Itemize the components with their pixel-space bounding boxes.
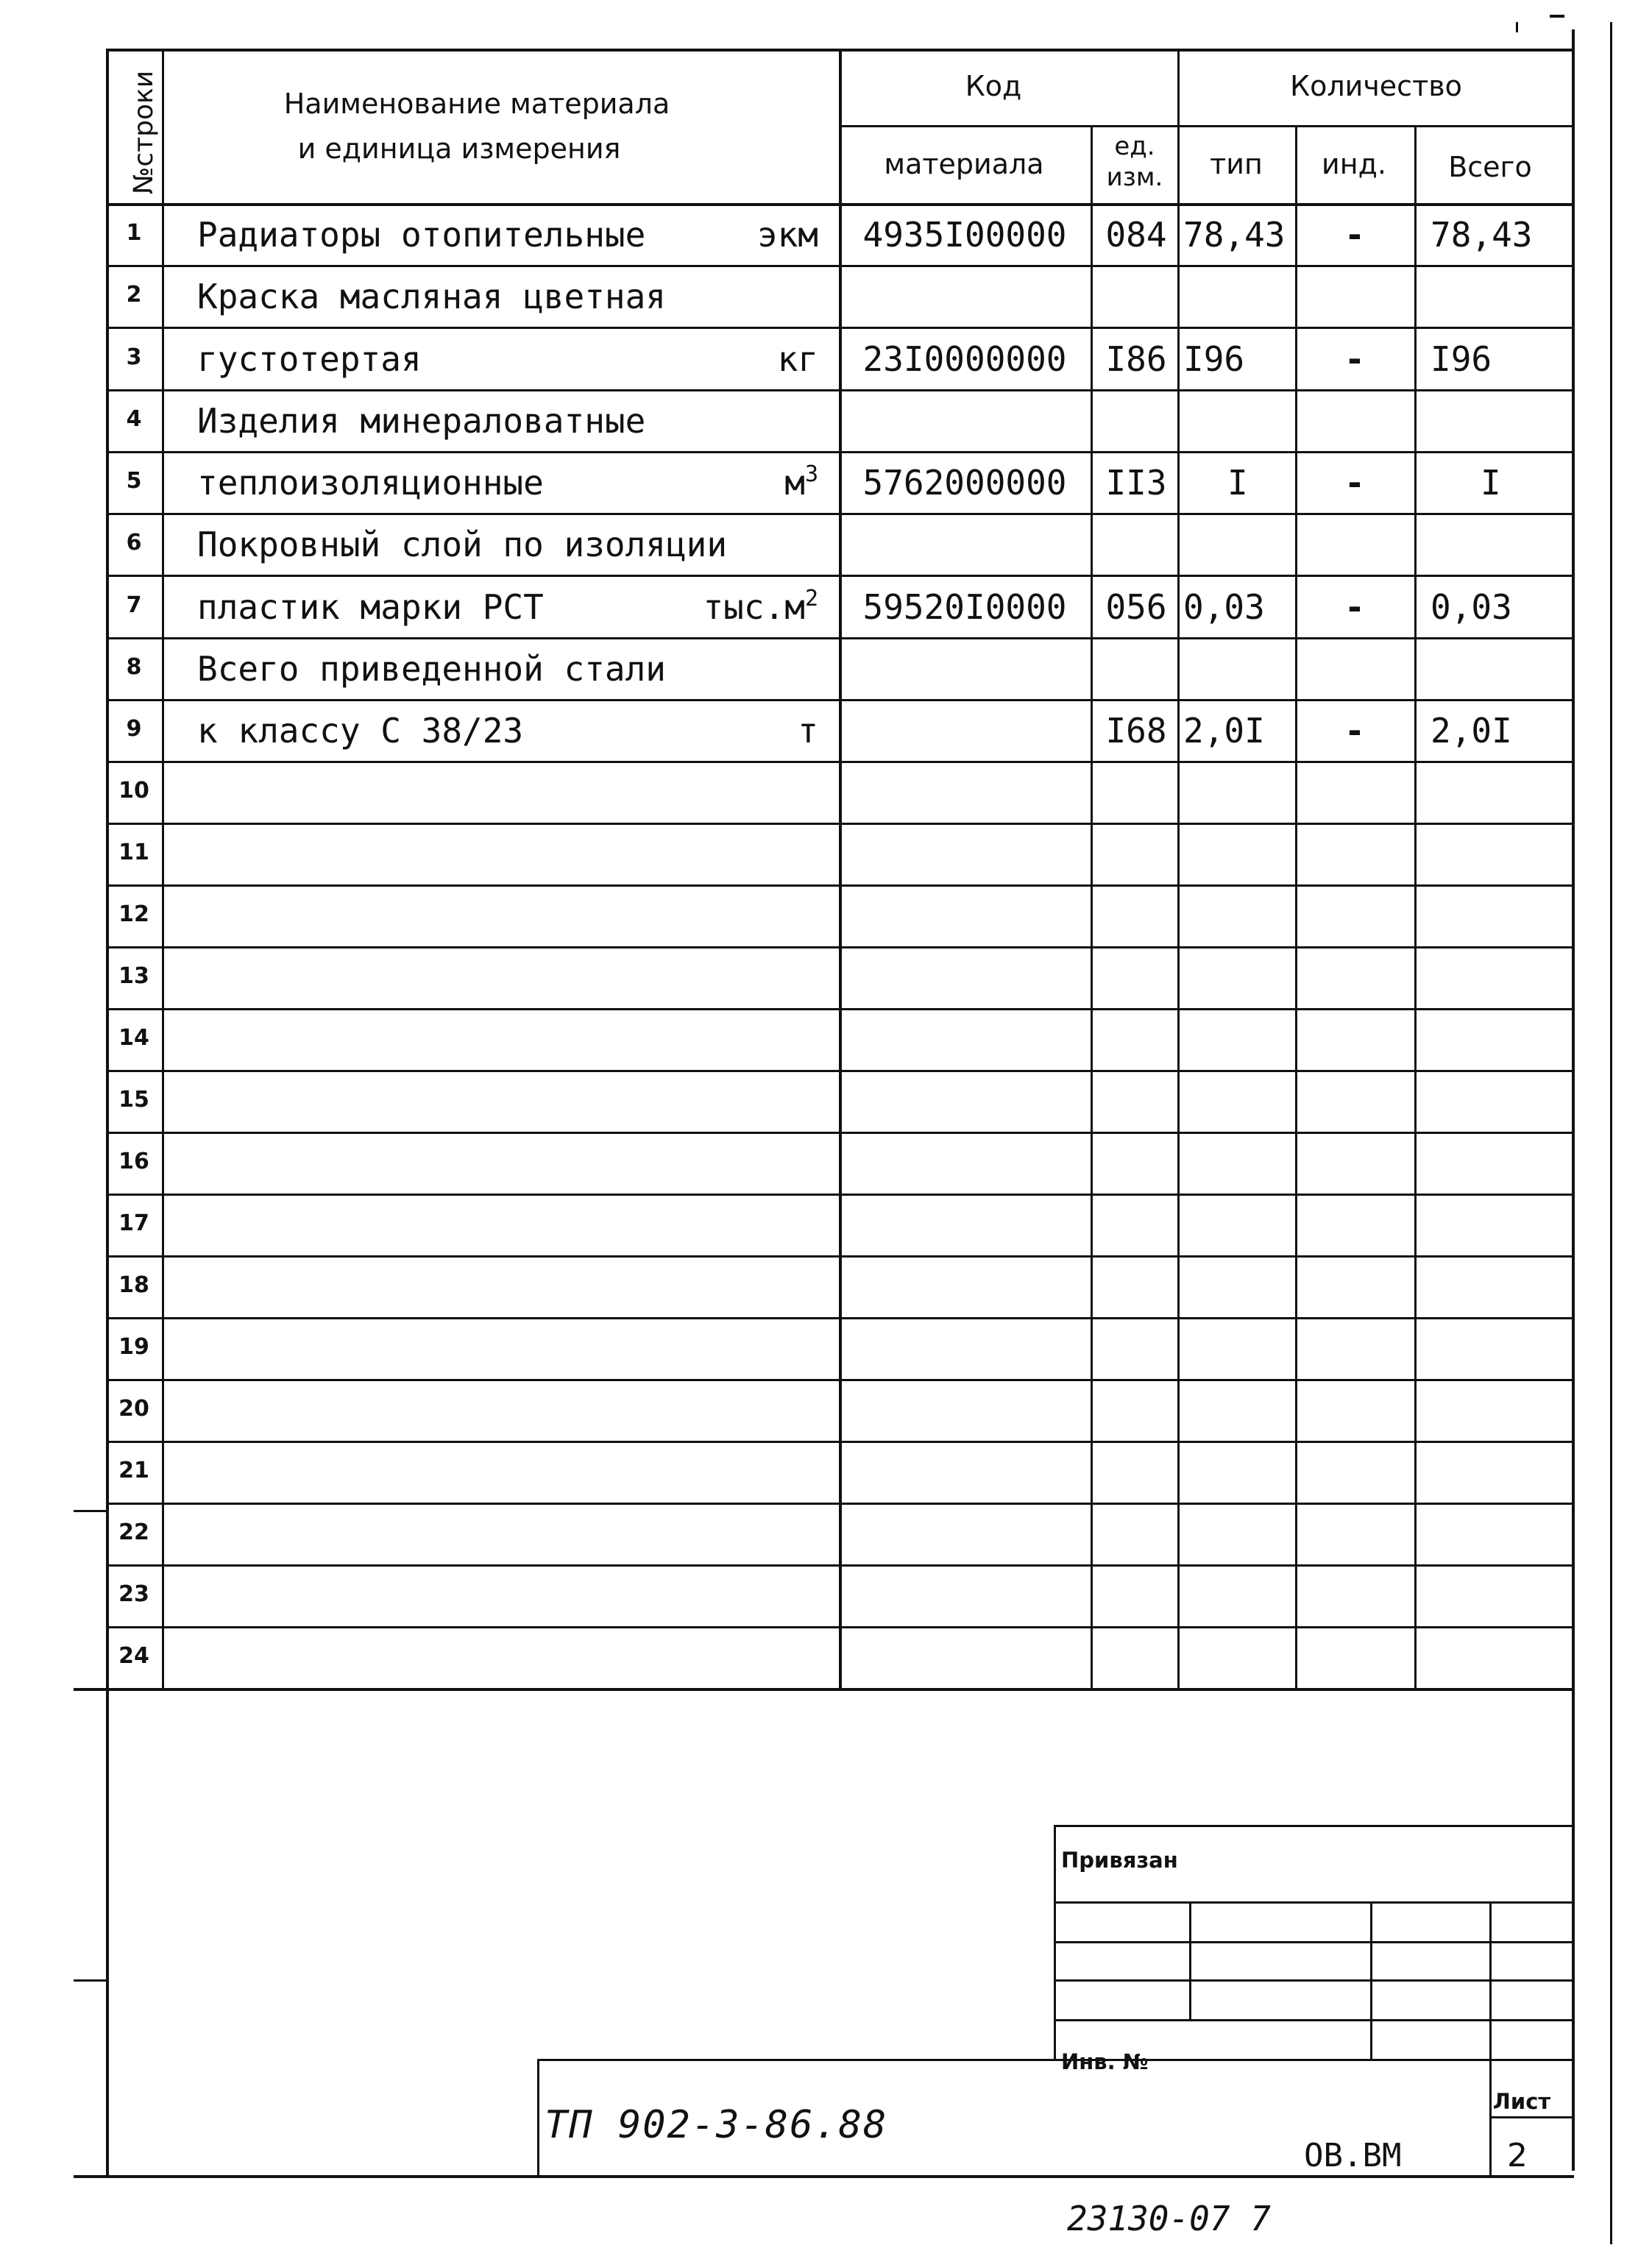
row-line (106, 389, 1574, 391)
unit-code: I68 (1105, 711, 1167, 751)
material-name: теплоизоляционные (197, 463, 544, 503)
row-number: 11 (118, 840, 149, 865)
material-code: 59520I0000 (862, 586, 1067, 627)
material-code: 5762000000 (862, 463, 1067, 503)
row-number: 6 (126, 530, 142, 556)
header-sub-line (839, 125, 1574, 127)
row-number: 21 (118, 1458, 149, 1483)
row-number: 14 (118, 1025, 149, 1051)
quantity-type: 2,0I (1183, 711, 1265, 751)
row-number: 17 (118, 1210, 149, 1236)
total-header: Всего (1448, 151, 1532, 183)
page-bottom-line (74, 2175, 1574, 2178)
row-line (106, 1503, 1574, 1505)
material-code: 23I0000000 (862, 338, 1067, 379)
stamp-line (1054, 1979, 1574, 1982)
quantity-total: 0,03 (1431, 586, 1512, 627)
row-number: 9 (126, 716, 142, 742)
name-column-header-line1: Наименование материала (283, 88, 670, 120)
row-line (106, 575, 1574, 577)
unit-code: I86 (1105, 338, 1167, 379)
material-unit: $м^3$ (784, 461, 818, 503)
name-column-header-line2: и единица измерения (297, 132, 621, 165)
stamp-col-line (1189, 1901, 1191, 2019)
unit-code-header-line2: изм. (1106, 163, 1163, 192)
material-name: Всего приведенной стали (197, 649, 666, 689)
row-line (106, 946, 1574, 948)
archive-number: 23130-07 7 (1067, 2199, 1271, 2238)
stamp-line (1054, 2019, 1574, 2021)
sheet-label-line (1489, 2116, 1574, 2118)
row-line (106, 327, 1574, 329)
quantity-type: 78,43 (1183, 215, 1286, 255)
row-line (106, 1379, 1574, 1381)
type-column-line (1295, 125, 1297, 1688)
row-line (106, 637, 1574, 639)
material-unit: т (798, 711, 818, 751)
table-left-line (106, 49, 109, 1689)
quantity-total: 78,43 (1431, 215, 1533, 255)
page-edge-line (1610, 22, 1612, 2244)
row-line (106, 884, 1574, 887)
table-bottom-line (74, 1688, 1574, 1691)
row-number: 3 (126, 344, 142, 370)
code-group-header: Код (965, 70, 1022, 102)
material-name: к классу С 38/23 (197, 711, 524, 751)
row-number: 4 (126, 406, 142, 432)
row-line (106, 265, 1574, 267)
row-line (106, 1441, 1574, 1443)
row-line (106, 1317, 1574, 1319)
unit-superscript: 2 (804, 585, 818, 611)
material-name: Покровный слой по изоляции (197, 525, 728, 564)
row-number: 18 (118, 1272, 149, 1298)
row-number: 19 (118, 1334, 149, 1360)
document-code: ОВ.ВМ (1304, 2137, 1402, 2174)
row-line (106, 1008, 1574, 1010)
row-number: 15 (118, 1087, 149, 1113)
unit-code: II3 (1105, 463, 1167, 503)
quantity-type: I (1227, 463, 1248, 503)
row-line (106, 513, 1574, 515)
bound-label: Привязан (1061, 1848, 1178, 1873)
page-left-line (106, 1688, 109, 2177)
material-name: Радиаторы отопительные (197, 215, 646, 255)
quantity-total: 2,0I (1431, 711, 1512, 751)
stamp-line (1054, 1941, 1574, 1943)
material-unit: кг (777, 338, 818, 379)
unit-code-header-line1: ед. (1114, 132, 1155, 161)
row-number: 12 (118, 901, 149, 927)
material-unit: экм (756, 215, 818, 255)
row-number: 2 (126, 282, 142, 308)
row-number: 24 (118, 1643, 149, 1669)
quantity-total: I96 (1431, 338, 1492, 379)
individual-header: инд. (1322, 148, 1386, 180)
unit-code: 056 (1105, 586, 1167, 627)
binding-tick (74, 1510, 107, 1512)
row-line (106, 1255, 1574, 1258)
quantity-group-header: Количество (1290, 70, 1462, 102)
row-line (106, 761, 1574, 763)
row-number-header: №строки (129, 70, 159, 195)
quantity-type: 0,03 (1183, 586, 1265, 627)
quantity-individual: - (1344, 215, 1365, 255)
type-header: тип (1210, 148, 1263, 180)
quantity-individual: - (1344, 463, 1365, 503)
row-number: 20 (118, 1396, 149, 1422)
row-number: 5 (126, 468, 142, 494)
material-name: пластик марки РСТ (197, 586, 544, 627)
unit-superscript: 3 (804, 461, 818, 487)
row-number: 7 (126, 592, 142, 618)
quantity-type: I96 (1183, 338, 1245, 379)
corner-mark (1550, 15, 1564, 18)
material-name: Изделия минераловатные (197, 401, 646, 441)
title-left-line (537, 2059, 539, 2175)
row-line (106, 1132, 1574, 1134)
row-number: 13 (118, 963, 149, 989)
stamp-col-line (1489, 1901, 1492, 2175)
table-right-line (1572, 29, 1575, 2171)
material-code-header: материала (884, 148, 1044, 180)
stamp-line (1054, 1901, 1574, 1904)
row-line (106, 699, 1574, 701)
row-line (106, 1194, 1574, 1196)
row-number: 10 (118, 778, 149, 804)
document-number: ТП 902-3-86.88 (545, 2103, 888, 2147)
binding-tick (74, 1979, 107, 1982)
row-line (106, 1564, 1574, 1567)
row-line (106, 451, 1574, 453)
quantity-individual: - (1344, 338, 1365, 379)
row-number: 23 (118, 1581, 149, 1607)
quantity-individual: - (1344, 586, 1365, 627)
unit-code: 084 (1105, 215, 1167, 255)
material-name: густотертая (197, 338, 422, 379)
sheet-label: Лист (1492, 2089, 1551, 2114)
sheet-number: 2 (1507, 2137, 1528, 2174)
stamp-col-line (1370, 1901, 1372, 2059)
row-number: 16 (118, 1149, 149, 1174)
row-line (106, 1070, 1574, 1072)
row-number: 8 (126, 654, 142, 680)
ind-column-line (1414, 125, 1417, 1688)
material-unit: $тыс.м^2$ (703, 585, 818, 627)
row-number: 1 (126, 220, 142, 246)
corner-mark (1516, 22, 1518, 32)
code-column-line (1091, 125, 1093, 1688)
title-top-line (537, 2059, 1572, 2061)
quantity-total: I (1481, 463, 1501, 503)
material-code: 4935I00000 (862, 215, 1067, 255)
material-name: Краска масляная цветная (197, 277, 666, 316)
row-line (106, 1626, 1574, 1628)
row-line (106, 823, 1574, 825)
row-number: 22 (118, 1519, 149, 1545)
quantity-individual: - (1344, 711, 1365, 751)
inventory-number-label: Инв. № (1061, 2049, 1149, 2074)
stamp-top-line (1054, 1825, 1574, 1827)
